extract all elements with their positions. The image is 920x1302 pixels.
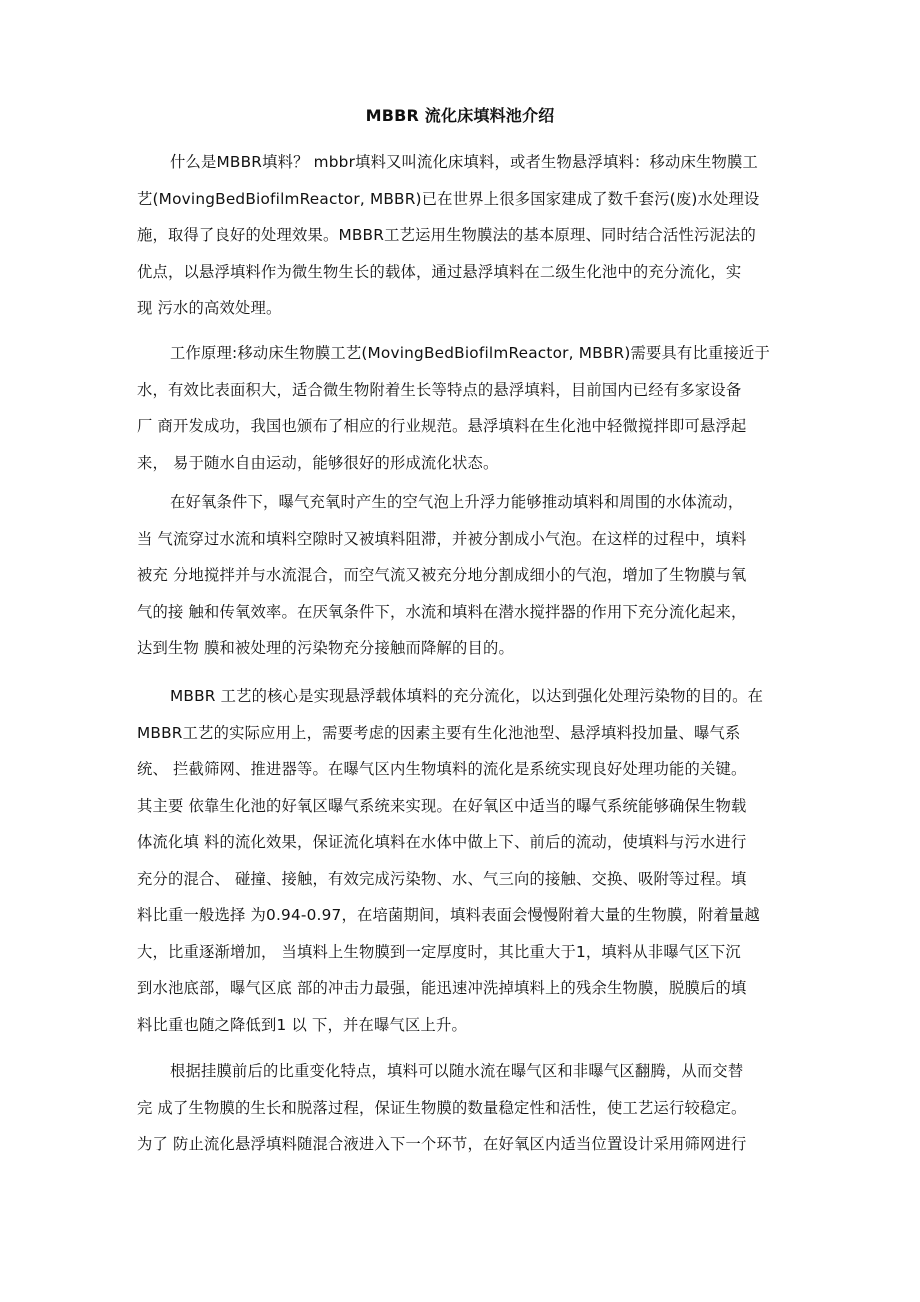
- paragraph-line: 当 气流穿过水流和填料空隙时又被填料阻滞，并被分割成小气泡。在这样的过程中，填料: [137, 529, 747, 548]
- paragraph-line: MBBR 工艺的核心是实现悬浮载体填料的充分流化，以达到强化处理污染物的目的。在: [170, 687, 764, 705]
- paragraph-line: 达到生物 膜和被处理的污染物充分接触而降解的目的。: [137, 639, 514, 657]
- paragraph-line: 统、 拦截筛网、推进器等。在曝气区内生物填料的流化是系统实现良好处理功能的关键。: [137, 760, 747, 778]
- paragraph-line: 水，有效比表面积大，适合微生物附着生长等特点的悬浮填料，目前国内已经有多家设备: [137, 380, 742, 399]
- paragraph-density-change: [137, 1053, 792, 1163]
- paragraph-line: 施，取得了良好的处理效果。MBBR工艺运用生物膜法的基本原理、同时结合活性污泥法的: [137, 226, 757, 244]
- paragraph-line: 大，比重逐渐增加， 当填料上生物膜到一定厚度时，其比重大于1，填料从非曝气区下沉: [137, 942, 741, 961]
- paragraph-line: 现 污水的高效处理。: [137, 299, 282, 317]
- paragraph-line: 被充 分地搅拌并与水流混合，而空气流又被充分地分割成细小的气泡，增加了生物膜与氧: [137, 566, 747, 584]
- paragraph-what-is-mbbr: [137, 144, 792, 327]
- paragraph-line: 料比重也随之降低到1 以 下，并在曝气区上升。: [137, 1015, 467, 1034]
- paragraph-line: 充分的混合、 碰撞、接触，有效完成污染物、水、气三向的接触、交换、吸附等过程。填: [137, 869, 747, 888]
- paragraph-line: 体流化填 料的流化效果，保证流化填料在水体中做上下、前后的流动，使填料与污水进行: [137, 833, 747, 851]
- paragraph-line: 在好氧条件下，曝气充氧时产生的空气泡上升浮力能够推动填料和周围的水体流动，: [170, 493, 744, 511]
- paragraph-line: 工作原理:移动床生物膜工艺(MovingBedBiofilmReactor, MBBR)需要具有比重接近于: [170, 344, 771, 362]
- paragraph-line: 完 成了生物膜的生长和脱落过程，保证生物膜的数量稳定性和活性，使工艺运行较稳定。: [137, 1098, 747, 1117]
- paragraph-line: 其主要 依靠生化池的好氧区曝气系统来实现。在好氧区中适当的曝气系统能够确保生物载: [137, 796, 747, 815]
- paragraph-line: 根据挂膜前后的比重变化特点，填料可以随水流在曝气区和非曝气区翻腾，从而交替: [170, 1062, 744, 1080]
- paragraph-line: 艺(MovingBedBiofilmReactor, MBBR)已在世界上很多国家建成了数千套污(废)水处理设: [137, 189, 760, 208]
- paragraph-line: 到水池底部，曝气区底 部的冲击力最强，能迅速冲洗掉填料上的残余生物膜，脱膜后的填: [137, 979, 747, 997]
- paragraph-working-principle: [137, 335, 792, 481]
- document-title: MBBR 流化床填料池介绍: [365, 106, 555, 125]
- paragraph-aerobic-conditions: [137, 484, 792, 667]
- paragraph-line: 来， 易于随水自由运动，能够很好的形成流化状态。: [137, 453, 499, 472]
- paragraph-line: 气的接 触和传氧效率。在厌氧条件下，水流和填料在潜水搅拌器的作用下充分流化起来，: [137, 602, 747, 621]
- paragraph-mbbr-core: [137, 678, 792, 1043]
- paragraph-line: 料比重一般选择 为0.94-0.97，在培菌期间，填料表面会慢慢附着大量的生物膜，附着量越: [137, 906, 760, 924]
- paragraph-line: MBBR工艺的实际应用上，需要考虑的因素主要有生化池池型、悬浮填料投加量、曝气系: [137, 723, 741, 742]
- paragraph-line: 什么是MBBR填料？ mbbr填料又叫流化床填料，或者生物悬浮填料：移动床生物膜工: [170, 153, 758, 171]
- paragraph-line: 厂 商开发成功，我国也颁布了相应的行业规范。悬浮填料在生化池中轻微搅拌即可悬浮起: [137, 417, 747, 435]
- paragraph-line: 为了 防止流化悬浮填料随混合液进入下一个环节，在好氧区内适当位置设计采用筛网进行: [137, 1135, 747, 1153]
- paragraph-line: 优点，以悬浮填料作为微生物生长的载体，通过悬浮填料在二级生化池中的充分流化，实: [137, 262, 742, 281]
